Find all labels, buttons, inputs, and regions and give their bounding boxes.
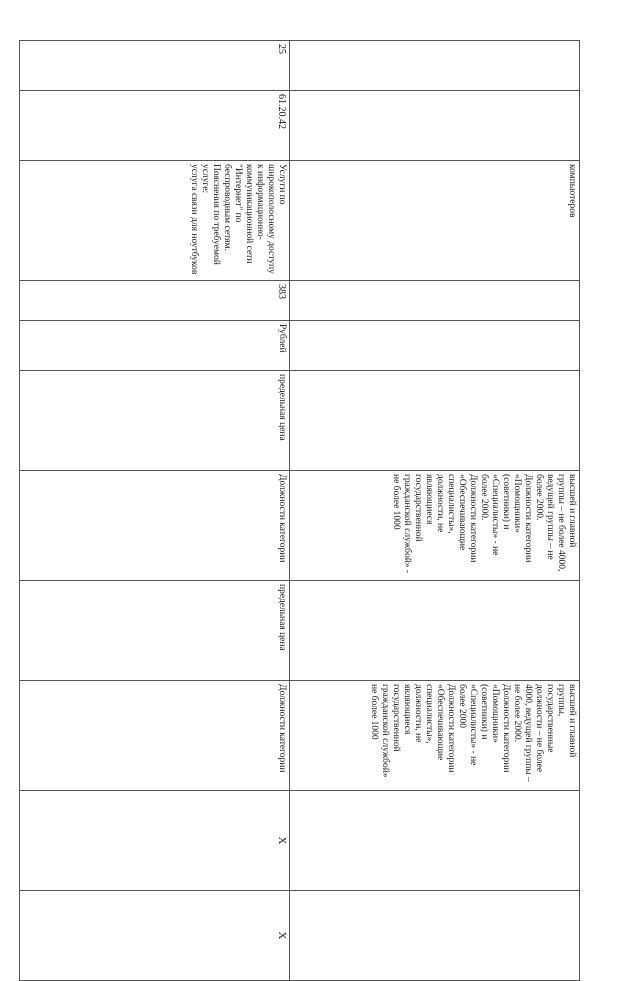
characteristic-1: предельная цена [20, 371, 290, 471]
cell [290, 91, 580, 161]
cell: высшей и главной группы, государственные должности – не более 4000, ведущей группы – не более 2000. Должности категории «Помощники» (советники) и «Специалисты» - не более 2000 Должности категории «Обеспечивающие специалисты», должности, не являющиеся государственной гражданской службой» не более 1000 [290, 681, 580, 791]
okpd-code: 61.20.42 [20, 91, 290, 161]
mark-x-2: X [20, 891, 290, 981]
cell: компьютеров [290, 161, 580, 281]
cell [290, 891, 580, 981]
row-number: 25 [20, 41, 290, 91]
cell [290, 791, 580, 891]
cell [290, 281, 580, 321]
service-name: Услуги по широкополосному доступу к информационно-коммуникационной сети "Интернет" по беспроводным сетям. Пояснения по требуемой услуге: услуга связи для ноутбуков [20, 161, 290, 281]
unit-name: Рублей [20, 321, 290, 371]
table-row [20, 41, 290, 981]
cell [290, 321, 580, 371]
cell: высшей и главной группы – не более 4000, ведущей группы – не более 2000. Должности категории «Помощники» (советники) и «Специалисты» - не более 2000. Должности категории «Обеспечивающие специалисты», должности, не являющиеся государственной гражданской службой» - не более 1000 [290, 471, 580, 581]
cell [290, 41, 580, 91]
characteristic-2: предельная цена [20, 581, 290, 681]
value-1: Должности категории [20, 471, 290, 581]
cell [290, 581, 580, 681]
requirements-table [19, 40, 580, 981]
okei-code: 383 [20, 281, 290, 321]
rotated-table-container [20, 40, 580, 940]
table-row [290, 41, 580, 981]
mark-x-1: X [20, 791, 290, 891]
value-2: Должности категории [20, 681, 290, 791]
cell [290, 371, 580, 471]
